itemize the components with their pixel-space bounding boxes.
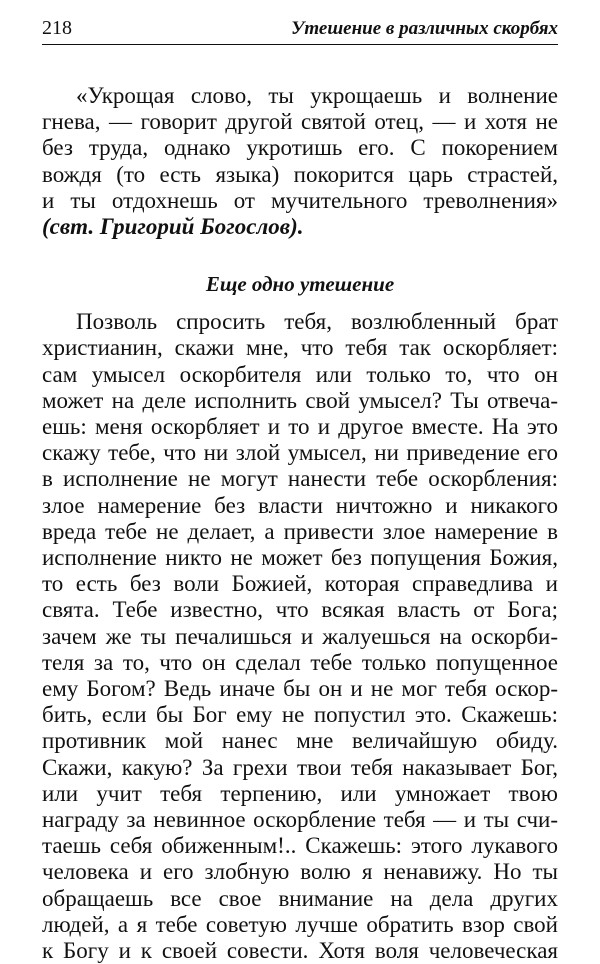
running-head [42,14,558,42]
header-rule [42,44,558,45]
quote-attribution: (свт. Григорий Богослов). [42,214,304,240]
body-paragraph [42,309,558,964]
body-line: Позволь спросить тебя, возлюбленный брат [76,309,558,335]
body-line: награду за невинное оскорбление тебя — и ты счи- [42,807,558,833]
body-line: людей, а я тебе советую лучше обратить взор свой [42,911,558,937]
body-line: обращаешь все свое внимание на дела других [42,885,558,911]
body-line: ешь: меня оскорбляет и то и другое вместе. На это [42,414,558,440]
body-line: противник мой нанес мне величайшую обиду. [42,728,558,754]
quote-line: вождя (то есть языка) покорится царь страстей, [42,161,558,187]
body-line: свята. Тебе известно, что всякая власть от Бога; [42,597,558,623]
quote-paragraph [42,83,558,240]
body-line: таешь себя обиженным!.. Скажешь: этого лукавого [42,833,558,859]
body-line: теля за то, что он сделал тебе только попущенное [42,649,558,675]
body-line: может на деле исполнить свой умысел? Ты отвеча- [42,387,558,413]
quote-line: без труда, однако укротишь его. С покорением [42,135,558,161]
body-line: вреда тебе не делает, а привести злое намерение в [42,518,558,544]
body-line: скажу тебе, что ни злой умысел, ни приведение его [42,440,558,466]
body-line: бить, если бы Бог ему не попустил это. Скажешь: [42,702,558,728]
quote-line: гнева, — говорит другой святой отец, — и хотя не [42,109,558,135]
book-page [42,14,558,964]
body-line: в исполнение не могут нанести тебе оскорбления: [42,466,558,492]
body-line: к Богу и к своей совести. Хотя воля человеческая [42,938,558,964]
body-line: Скажи, какую? За грехи твои тебя наказывает Бог, [42,754,558,780]
body-line: то есть без воли Божией, которая справедлива и [42,571,558,597]
body-line: человека и его злобную волю я ненавижу. Но ты [42,859,558,885]
body-line: исполнение никто не может без попущения Божия, [42,545,558,571]
body-line: сам умысел оскорбителя или только то, что он [42,361,558,387]
running-title: Утешение в различных скорбях [291,18,558,39]
quote-line: и ты отдохнешь от мучительного треволнения» [42,187,558,213]
body-line: зачем же ты печалишься и жалуешься на оскорби- [42,623,558,649]
quote-line: «Укрощая слово, ты укрощаешь и волнение [76,83,558,108]
body-line: злое намерение без власти ничтожно и никакого [42,492,558,518]
body-line: или учит тебя терпению, или умножает твою [42,780,558,806]
page-number: 218 [42,17,72,39]
section-heading: Еще одно утешение [205,272,395,297]
body-line: ему Богом? Ведь иначе бы он и не мог тебя оскор- [42,676,558,702]
body-line: христианин, скажи мне, что тебя так оскорбляет: [42,335,558,361]
